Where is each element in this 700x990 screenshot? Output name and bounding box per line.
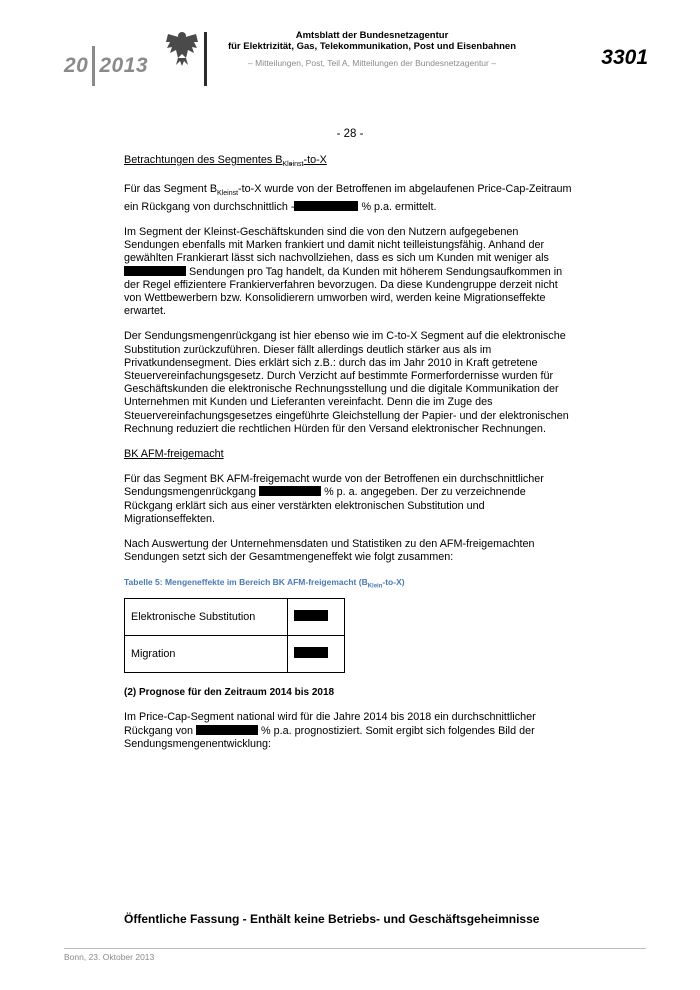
issue-number: 20 xyxy=(64,54,89,77)
section-heading-prognose: (2) Prognose für den Zeitraum 2014 bis 2018 xyxy=(124,687,335,699)
table-cell-value xyxy=(288,636,345,673)
journal-title-line2: für Elektrizität, Gas, Telekommunikation, Post und Eisenbahnen xyxy=(227,41,517,52)
table-cell-label: Elektronische Substitution xyxy=(125,599,288,636)
journal-subtitle: – Mitteilungen, Post, Teil A, Mitteilungen der Bundesnetzagentur – xyxy=(248,58,496,68)
journal-page-number: 3301 xyxy=(601,46,648,69)
issue-year: 2013 xyxy=(99,54,149,77)
journal-title-line1: Amtsblatt der Bundesnetzagentur xyxy=(295,30,449,41)
header-divider xyxy=(204,32,207,86)
federal-eagle-icon xyxy=(164,28,200,68)
redaction-box xyxy=(259,486,321,496)
footer-date: Bonn, 23. Oktober 2013 xyxy=(64,952,155,962)
paragraph: Nach Auswertung der Unternehmensdaten und Statistiken zu den AFM-freigemachten Sendungen setzt sich der Gesamtmengeneffekt wie folgt zusammen: xyxy=(124,537,535,564)
paragraph: Im Segment der Kleinst-Geschäftskunden sind die von den Nutzern aufgegebenen Sendungen ebenfalls mit Marken frankiert und damit nicht teilleistungsfähig. Anhand der gewählten Frankierart lässt sich nachvollziehen, dass es sich um Kunden mit weniger als Sendungen pro Tag handelt, da Kunden mit höherem Sendungsaufkommen in der Regel effizientere Frankierverfahren bevorzugen. Da diese Kundengruppe derzeit nicht von Wettbewerbern bzw. Konsolidierern umworben wird, werden keine Migrationseffekte erwartet. xyxy=(124,225,563,318)
redaction-box xyxy=(294,201,358,211)
effects-table xyxy=(124,598,345,673)
issue-badge xyxy=(64,44,148,88)
footer-divider xyxy=(64,948,646,949)
section-heading-kleinst: Betrachtungen des Segmentes $B_{Kleinst}-to-X$ xyxy=(124,154,327,169)
page-content xyxy=(124,154,576,763)
table-row xyxy=(125,599,345,636)
paragraph: Der Sendungsmengenrückgang ist hier ebenso wie im C-to-X Segment auf die elektronische Substitution zurückzuführen. Dieser fällt allerdings deutlich stärker aus als im Privatkundensegment. Dies erklärt sich z.B.: durch das im Jahr 2010 in Kraft getretene Steuervereinfachungsgesetz. Durch Verzicht auf bestimmte Formerfordernisse wurden für Geschäftskunden die elektronische Rechnungsstellung und die digitale Kommunikation der Unternehmen mit Kunden und Lieferanten vereinfacht. Denn die im Zuge des Steuervereinfachungsgesetzes eingeführte Gleichstellung der Papier- und der elektronischen Rechnung reduziert die rechtlichen Hürden für den Versand elektronischer Rechnungen. xyxy=(124,330,569,435)
redaction-box xyxy=(294,647,328,658)
paragraph: Im Price-Cap-Segment national wird für die Jahre 2014 bis 2018 ein durchschnittlicher Rückgang von % p.a. prognostiziert. Somit ergibt sich folgendes Bild der Sendungsmengenentwicklung: xyxy=(124,711,536,750)
table-cell-value xyxy=(288,599,345,636)
section-heading-afm: BK AFM-freigemacht xyxy=(124,447,224,460)
public-version-note: Öffentliche Fassung - Enthält keine Betriebs- und Geschäftsgeheimnisse xyxy=(124,912,540,926)
redaction-box xyxy=(124,266,186,276)
table-row xyxy=(125,636,345,673)
table-caption: Tabelle 5: Mengeneffekte im Bereich BK AFM-freigemacht $(B_{Klein}-to-X)$ xyxy=(124,577,405,591)
redaction-box xyxy=(196,725,258,735)
journal-title xyxy=(214,30,530,52)
paragraph: Für das Segment BK AFM-freigemacht wurde von der Betroffenen ein durchschnittlicher Sendungsmengenrückgang % p. a. angegeben. Der zu verzeichnende Rückgang erklärt sich aus einer verstärkten elektronischen Substitution und Migrationseffekten. xyxy=(124,473,544,525)
redaction-box xyxy=(294,610,328,621)
table-cell-label: Migration xyxy=(125,636,288,673)
issue-divider xyxy=(92,46,95,86)
paragraph: Für das Segment $B_{Kleinst}-to-X$ wurde von der Betroffenen im abgelaufenen Price-Cap-Zeitraum ein Rückgang von durchschnittlich - % p.a. ermittelt. xyxy=(124,183,572,213)
document-page-number: - 28 - xyxy=(336,128,364,140)
